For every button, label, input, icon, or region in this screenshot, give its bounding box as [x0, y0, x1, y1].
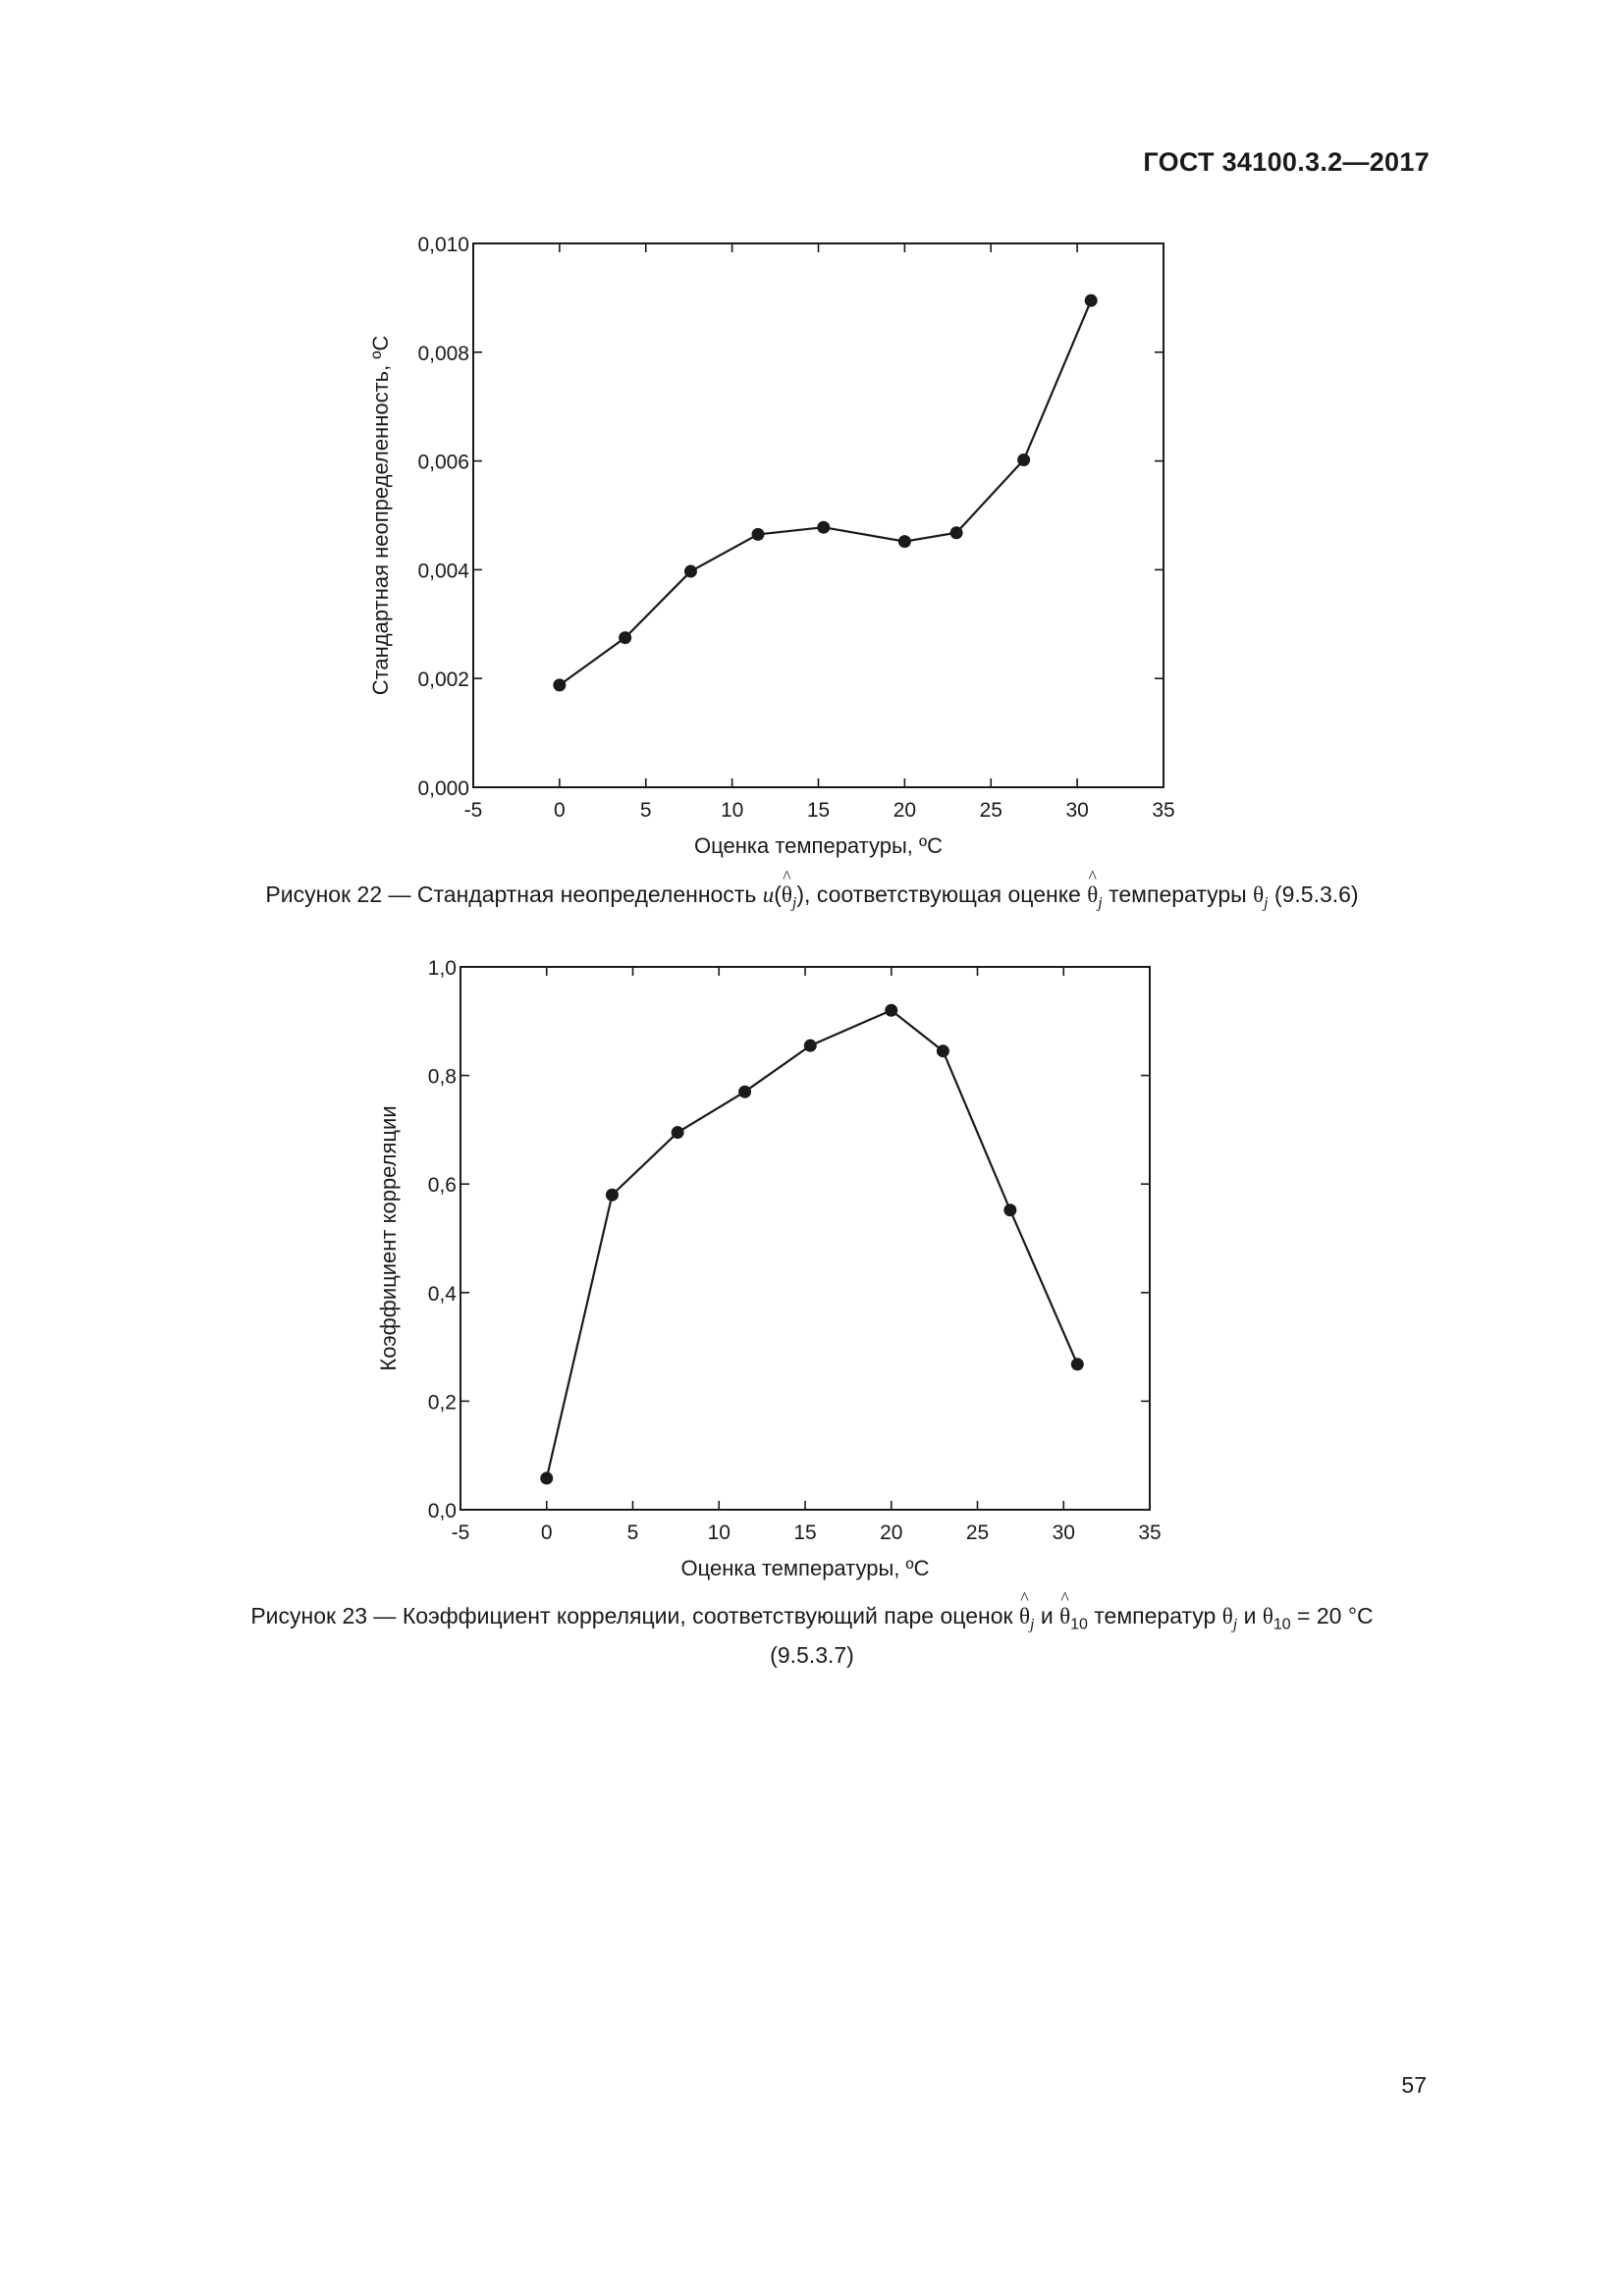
x-tick-label: 15 [806, 799, 831, 822]
figure-23-chart [0, 942, 1624, 1585]
series-line [547, 1010, 1078, 1478]
y-tick-label: 0,000 [417, 777, 469, 800]
data-point [950, 526, 963, 539]
y-tick-label: 0,010 [417, 234, 469, 256]
x-tick-label: 0 [554, 799, 566, 822]
caption-23-mid: температур [1094, 1603, 1217, 1629]
x-tick-label: 15 [793, 1522, 817, 1544]
x-tick-label: 10 [720, 799, 744, 822]
theta-hat-symbol: ^ θ [1087, 881, 1098, 910]
data-point [540, 1471, 553, 1484]
caption-23-sub-10-b: 10 [1272, 1616, 1291, 1633]
figure-23-caption [0, 1601, 1624, 1670]
standard-header: ГОСТ 34100.3.2—2017 [1143, 147, 1430, 177]
caption-23-and-a: и [1040, 1603, 1054, 1629]
chart-22-svg [0, 0, 1624, 883]
x-tick-label: 25 [979, 799, 1002, 822]
caption-22-sub-j-c: j [1264, 894, 1269, 912]
x-tick-label: 5 [626, 1522, 639, 1544]
x-tick-label: -5 [451, 1522, 470, 1544]
y-tick-label: 0,8 [427, 1065, 457, 1089]
caption-23-sub-j-a: j [1029, 1616, 1035, 1633]
data-point [804, 1040, 817, 1052]
theta-hat-symbol: ^ θ [1019, 1602, 1030, 1631]
theta-hat-symbol: ^ θ [782, 881, 792, 910]
x-tick-label: 20 [893, 799, 917, 822]
x-tick-label: 30 [1065, 799, 1089, 822]
data-point [1017, 454, 1030, 466]
caption-23-prefix: Рисунок 23 — Коэффициент корреляции, соответствующий паре оценок [250, 1603, 1013, 1629]
data-point [751, 528, 764, 541]
y-axis-label: Стандартная неопределенность, ºС [368, 335, 393, 696]
theta-symbol: θ [1221, 1604, 1233, 1629]
theta-hat-symbol: ^ θ [1059, 1602, 1070, 1631]
y-axis-label: Коэффициент корреляции [376, 1105, 401, 1371]
data-point [619, 631, 631, 644]
page-number: 57 [1401, 2072, 1427, 2098]
y-tick-label: 0,2 [427, 1391, 457, 1415]
y-tick-label: 1,0 [427, 957, 457, 980]
plot-frame [473, 243, 1164, 787]
x-tick-label: 35 [1152, 799, 1175, 822]
x-tick-label: -5 [463, 799, 483, 822]
data-point [937, 1044, 949, 1057]
y-tick-label: 0,008 [417, 342, 469, 365]
data-point [553, 678, 566, 691]
caption-22-sub-j-a: j [791, 894, 797, 912]
x-axis-label: Оценка температуры, ºС [680, 1556, 930, 1580]
theta-symbol: θ [1262, 1604, 1273, 1629]
y-tick-label: 0,0 [427, 1500, 457, 1522]
data-point [898, 535, 911, 548]
caption-23-ref: (9.5.3.7) [770, 1641, 854, 1668]
x-tick-label: 10 [707, 1522, 731, 1544]
x-tick-label: 25 [965, 1522, 990, 1544]
data-point [817, 521, 830, 534]
series-line [560, 300, 1091, 685]
x-axis-label: Оценка температуры, ºС [694, 833, 943, 858]
caption-23-tail: = 20 °C [1297, 1603, 1374, 1629]
chart-23-svg [0, 942, 1624, 1580]
figure-22-chart [0, 0, 1624, 888]
x-tick-label: 20 [880, 1522, 903, 1544]
caption-23-sub-10-a: 10 [1070, 1616, 1088, 1633]
caption-23-and-b: и [1243, 1603, 1257, 1629]
caption-22-ref: (9.5.3.6) [1273, 881, 1359, 907]
x-tick-label: 30 [1052, 1522, 1075, 1544]
caption-22-prefix: Рисунок 22 — Стандартная неопределенность [265, 881, 757, 907]
figure-22-caption: Рисунок 22 — Стандартная неопределенность u(^ $\theta_j$), соответствующая оценке ^ $\theta_j$ температуры $\theta_j$ (9.5.3.6) [0, 880, 1624, 919]
data-point [738, 1086, 751, 1098]
theta-symbol: θ [1253, 882, 1265, 907]
x-tick-label: 5 [639, 799, 652, 822]
caption-22-sub-j-b: j [1098, 894, 1103, 912]
data-point [684, 565, 697, 578]
caption-23-sub-j-b: j [1232, 1616, 1238, 1633]
data-point [1071, 1358, 1084, 1370]
y-tick-label: 0,4 [427, 1282, 457, 1306]
x-tick-label: 0 [540, 1522, 553, 1544]
y-tick-label: 0,002 [417, 668, 469, 692]
data-point [1085, 294, 1098, 307]
data-point [1003, 1203, 1016, 1216]
y-tick-label: 0,006 [417, 451, 469, 474]
data-point [606, 1189, 619, 1201]
y-tick-label: 0,6 [427, 1174, 457, 1198]
x-tick-label: 35 [1138, 1522, 1162, 1544]
caption-22-u: u [762, 882, 775, 907]
data-point [672, 1126, 684, 1139]
y-tick-label: 0,004 [417, 560, 469, 583]
caption-22-mid2: температуры [1109, 881, 1247, 907]
data-point [885, 1004, 897, 1017]
caption-22-mid: , соответствующая оценке [804, 881, 1081, 907]
